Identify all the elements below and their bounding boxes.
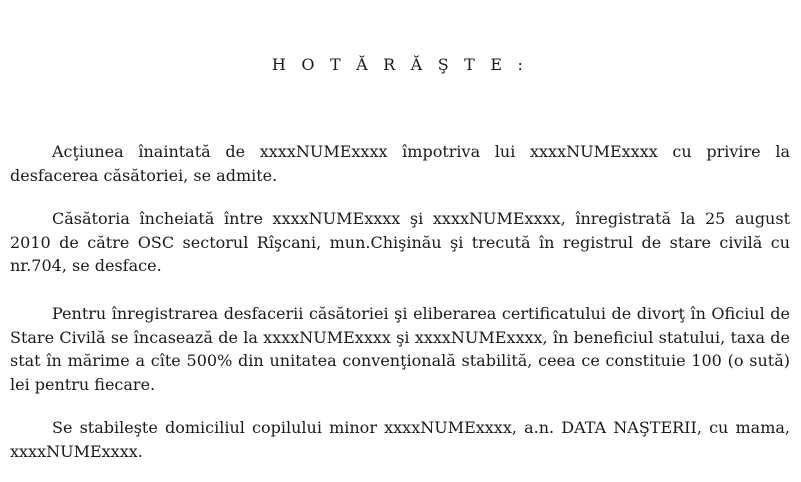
decision-heading: H O T Ă R Ă Ş T E : [271, 55, 529, 74]
paragraph-marriage-dissolved: Căsătoria încheiată între xxxxNUMExxxx şi xxxxNUMExxxx, înregistrată la 25 august 2010 de către OSC sectorul Rîşcani, mun.Chişinău şi trecută în registrul de stare civilă cu nr.704, se desface. [10, 209, 790, 275]
paragraph-child-domicile: Se stabileşte domiciliul copilului minor xxxxNUMExxxx, a.n. DATA NAŞTERII, cu mama, xxxxNUMExxxx. [10, 418, 790, 461]
paragraph-state-fee: Pentru înregistrarea desfacerii căsătoriei şi eliberarea certificatului de divorţ în Oficiul de Stare Civilă se încasează de la xxxxNUMExxxx şi xxxxNUMExxxx, în beneficiul statului, taxa de stat în mărime a cîte 500% din unitatea convenţională stabilită, ceea ce constituie 100 (o sută) lei pentru fiecare. [10, 304, 790, 394]
document-page [10, 0, 790, 482]
paragraph-claim-admitted: Acţiunea înaintată de xxxxNUMExxxx împotriva lui xxxxNUMExxxx cu privire la desfacerea căsătoriei, se admite. [10, 142, 790, 185]
